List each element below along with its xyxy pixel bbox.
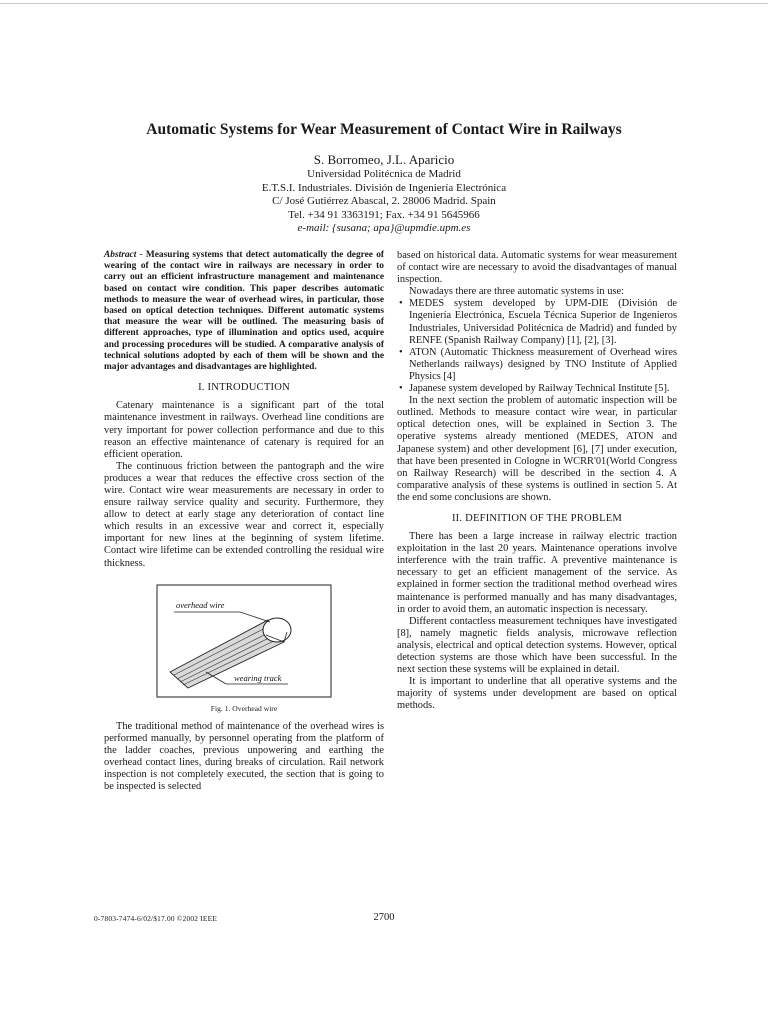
paper-title: Automatic Systems for Wear Measurement of Contact Wire in Railways	[146, 121, 622, 138]
left-column	[104, 250, 384, 793]
body-paragraph: based on historical data. Automatic systems for wear measurement of contact wire are necessary to avoid the disadvantages of manual inspection.	[397, 250, 677, 286]
author-block	[120, 152, 648, 236]
bullet-icon: •	[399, 383, 403, 395]
label-overhead-wire: overhead wire	[176, 599, 225, 610]
list-item: • Japanese system developed by Railway Technical Institute [5].	[399, 383, 670, 395]
affiliation-line: Universidad Politécnica de Madrid	[307, 168, 461, 180]
email-line: e-mail: {susana; apa}@upmdie.upm.es	[297, 222, 471, 234]
page-number: 2700	[373, 912, 395, 923]
section-heading-definition: II. DEFINITION OF THE PROBLEM	[451, 512, 623, 524]
body-paragraph: Different contactless measurement techniques have investigated [8], namely magnetic fields analysis, microwave reflection analysis, electrical and optical detection systems. However, optical detection systems are those which have been successful. In the next section these systems will be explained in detail.	[397, 615, 677, 676]
body-paragraph: It is important to underline that all operative systems and the majority of systems under development are based on optical methods.	[397, 676, 677, 712]
overhead-wire-illustration	[156, 584, 332, 698]
copyright-line: 0-7803-7474-6/02/$17.00 ©2002 IEEE	[94, 914, 218, 923]
intro-paragraph: Catenary maintenance is a significant part of the total maintenance investment in railways. Overhead line conditions are very important for power collection performance and due to this reason an effective maintenance of catenary is required for an efficient operation.	[104, 400, 384, 460]
abstract	[104, 250, 384, 373]
body-paragraph: In the next section the problem of automatic inspection will be outlined. Methods to measure contact wire wear, in particular optical detection ones, will be explained in Section 3. The operative systems already mentioned (MEDES, ATON and Japanese system) and other development [6], [7] under execution, that have been presented in Cologne in WCRR'01(World Congress on Railway Research) will be described in the section 4. A comparative analysis of these systems is outlined in section 5. At the end some conclusions are shown.	[397, 395, 677, 503]
affiliation-line: C/ José Gutiérrez Abascal, 2. 28006 Madrid. Spain	[272, 195, 496, 207]
body-paragraph: There has been a large increase in railway electric traction exploitation in the last 20 years. Maintenance operations involve interference with the train traffic. A preventive maintenance is necessary to get an efficient management of the service. As explained in former section the traditional method overhead wires maintenance is performed manually and has many disadvantages, in order to avoid them, an automatic inspection is necessary.	[397, 531, 677, 615]
list-item: • MEDES system developed by UPM-DIE (División de Ingeniería Electrónica, Escuela Técnica Superior de Ingenieros Industriales, Universidad Politécnica de Madrid) and funded by RENFE (Spanish Railway Company) [1], [2], [3].	[399, 298, 677, 346]
affiliation-line: E.T.S.I. Industriales. División de Ingeniería Electrónica	[261, 181, 507, 194]
intro-paragraph: The continuous friction between the pantograph and the wire produces a wear that reduces the effective cross section of the wire. Contact wire wear measurements are necessary in order to ensure railway service quality and security. Furthermore, they allow to detect at early stage any deterioration of contact line which results in an excessive wear and correct it, especially important for new lines at the beginning of system lifetime. Contact wire lifetime can be extended controlling the residual wire thickness.	[104, 460, 384, 569]
label-wearing-track: wearing track	[234, 672, 282, 683]
authors: S. Borromeo, J.L. Aparicio	[313, 152, 455, 167]
scan-top-border	[0, 3, 768, 4]
abstract-text: Measuring systems that detect automatically the degree of wearing of the contact wire in railways are necessary in order to carry out an efficient infrastructure management and maintenance based on contact wire condition. This paper describes automatic methods to measure the wear of overhead wires, in particular, those based on optical detection techniques. Different automatic systems that measure the wear will be outlined. The measuring basis of different approaches, type of illumination and optics used, acquire and processing procedures will be studied. A comparative analysis of technical solutions adopted by each of them will be shown and the major advantages and disadvantages are highlighted.	[104, 250, 385, 373]
bullet-icon: •	[399, 346, 403, 358]
abstract-lead: Abstract -	[104, 250, 143, 260]
body-paragraph: Nowadays there are three automatic systems in use:	[409, 286, 624, 298]
affiliation-line: Tel. +34 91 3363191; Fax. +34 91 5645966	[288, 208, 480, 221]
bullet-icon: •	[399, 298, 403, 310]
section-heading-introduction: I. INTRODUCTION	[198, 382, 290, 394]
list-item: • ATON (Automatic Thickness measurement of Overhead wires Netherlands railways) designed by TNO Institute of Applied Physics [4]	[399, 346, 677, 382]
right-column	[397, 250, 677, 712]
systems-list	[397, 298, 677, 395]
figure-overhead-wire	[104, 584, 384, 715]
intro-paragraph: The traditional method of maintenance of the overhead wires is performed manually, by personnel operating from the platform of the ladder coaches, previous unpowering and earthing the overhead contact lines, during breaks of circulation. Rail network inspection is not completely executed, the section that is going to be inspected is selected	[104, 720, 384, 793]
figure-caption: Fig. 1. Overhead wire	[210, 703, 278, 713]
